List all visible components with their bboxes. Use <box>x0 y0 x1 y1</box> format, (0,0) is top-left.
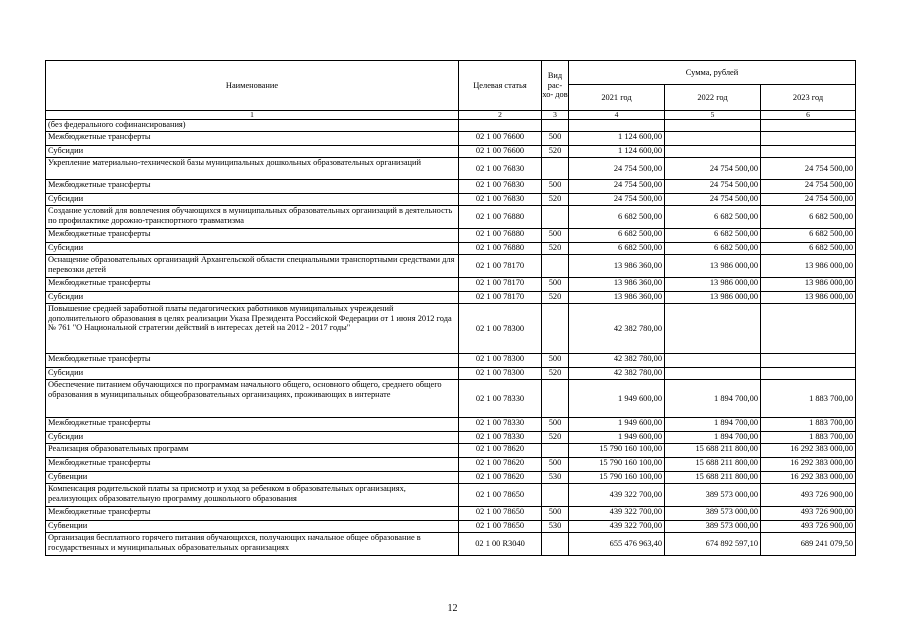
cell-expense-type <box>542 380 569 418</box>
cell-sum-2023: 24 754 500,00 <box>761 180 856 194</box>
cell-sum-2023 <box>761 354 856 368</box>
cell-name: Субвенции <box>46 521 459 533</box>
cell-sum-2021: 1 949 600,00 <box>569 380 665 418</box>
cell-sum-2022: 674 892 597,10 <box>665 533 761 556</box>
cell-sum-2022 <box>665 132 761 146</box>
cell-sum-2023: 16 292 383 000,00 <box>761 458 856 472</box>
cell-sum-2021: 1 124 600,00 <box>569 132 665 146</box>
table-row <box>46 432 856 444</box>
cell-target-article: 02 1 00 76830 <box>459 158 542 180</box>
cell-name: Межбюджетные трансферты <box>46 132 459 146</box>
cell-sum-2023: 493 726 900,00 <box>761 507 856 521</box>
cell-target-article: 02 1 00 78650 <box>459 484 542 507</box>
cell-name: Реализация образовательных программ <box>46 444 459 458</box>
cell-name: Межбюджетные трансферты <box>46 418 459 432</box>
table-row <box>46 120 856 132</box>
cell-sum-2021: 15 790 160 100,00 <box>569 472 665 484</box>
cell-sum-2023: 1 883 700,00 <box>761 418 856 432</box>
cell-sum-2022: 13 986 000,00 <box>665 278 761 292</box>
cell-sum-2022 <box>665 354 761 368</box>
cell-sum-2022: 389 573 000,00 <box>665 521 761 533</box>
cell-name: Субсидии <box>46 146 459 158</box>
page-number: 12 <box>447 603 458 614</box>
cell-sum-2022 <box>665 120 761 132</box>
header-year-2023: 2023 год <box>761 85 856 111</box>
cell-sum-2022 <box>665 304 761 354</box>
cell-name: Межбюджетные трансферты <box>46 458 459 472</box>
cell-target-article: 02 1 00 78170 <box>459 278 542 292</box>
cell-name: Оснащение образовательных организаций Архангельской области специальными транспортными средствами для перевозки детей <box>46 255 459 278</box>
cell-sum-2023: 493 726 900,00 <box>761 521 856 533</box>
header-sum: Сумма, рублей <box>569 61 856 85</box>
table-row <box>46 304 856 354</box>
table-row <box>46 194 856 206</box>
table-row <box>46 158 856 180</box>
cell-expense-type <box>542 158 569 180</box>
cell-sum-2022 <box>665 146 761 158</box>
cell-sum-2023: 6 682 500,00 <box>761 229 856 243</box>
cell-sum-2023: 24 754 500,00 <box>761 158 856 180</box>
cell-sum-2023: 493 726 900,00 <box>761 484 856 507</box>
column-number: 4 <box>569 111 665 120</box>
cell-sum-2022: 389 573 000,00 <box>665 484 761 507</box>
cell-expense-type: 520 <box>542 146 569 158</box>
cell-target-article: 02 1 00 78620 <box>459 472 542 484</box>
cell-sum-2021: 439 322 700,00 <box>569 484 665 507</box>
cell-sum-2023 <box>761 132 856 146</box>
cell-sum-2022: 24 754 500,00 <box>665 158 761 180</box>
cell-sum-2022: 6 682 500,00 <box>665 206 761 229</box>
cell-expense-type: 500 <box>542 278 569 292</box>
cell-sum-2021: 439 322 700,00 <box>569 507 665 521</box>
table-row <box>46 484 856 507</box>
cell-sum-2022: 13 986 000,00 <box>665 292 761 304</box>
cell-name: Межбюджетные трансферты <box>46 229 459 243</box>
cell-expense-type <box>542 304 569 354</box>
table-row <box>46 521 856 533</box>
cell-name: Компенсация родительской платы за присмотр и уход за ребенком в образовательных организациях, реализующих образовательную программу дошкольного образования <box>46 484 459 507</box>
cell-sum-2023 <box>761 304 856 354</box>
cell-name: Межбюджетные трансферты <box>46 180 459 194</box>
cell-expense-type: 520 <box>542 243 569 255</box>
cell-expense-type: 500 <box>542 229 569 243</box>
cell-target-article: 02 1 00 78650 <box>459 521 542 533</box>
cell-sum-2022: 24 754 500,00 <box>665 180 761 194</box>
cell-target-article: 02 1 00 R3040 <box>459 533 542 556</box>
cell-expense-type: 520 <box>542 432 569 444</box>
cell-sum-2023: 6 682 500,00 <box>761 243 856 255</box>
column-number: 1 <box>46 111 459 120</box>
cell-sum-2021 <box>569 120 665 132</box>
table-row <box>46 380 856 418</box>
cell-target-article: 02 1 00 78620 <box>459 444 542 458</box>
cell-sum-2022 <box>665 368 761 380</box>
cell-expense-type <box>542 533 569 556</box>
table-row <box>46 132 856 146</box>
cell-sum-2022: 13 986 000,00 <box>665 255 761 278</box>
table-row <box>46 278 856 292</box>
cell-sum-2021: 1 949 600,00 <box>569 432 665 444</box>
table-row <box>46 418 856 432</box>
column-number: 6 <box>761 111 856 120</box>
cell-name: Субсидии <box>46 194 459 206</box>
cell-sum-2022: 6 682 500,00 <box>665 229 761 243</box>
cell-expense-type <box>542 444 569 458</box>
cell-sum-2021: 13 986 360,00 <box>569 255 665 278</box>
cell-target-article: 02 1 00 76830 <box>459 194 542 206</box>
cell-name: Субсидии <box>46 368 459 380</box>
cell-sum-2021: 42 382 780,00 <box>569 304 665 354</box>
cell-sum-2021: 6 682 500,00 <box>569 206 665 229</box>
cell-expense-type <box>542 255 569 278</box>
cell-target-article: 02 1 00 78330 <box>459 418 542 432</box>
cell-name: Создание условий для вовлечения обучающихся в муниципальных образовательных организаций в деятельность по профилактике дорожно-транспортного травматизма <box>46 206 459 229</box>
cell-expense-type: 530 <box>542 521 569 533</box>
cell-name: (без федерального софинансирования) <box>46 120 459 132</box>
cell-sum-2023: 13 986 000,00 <box>761 278 856 292</box>
cell-sum-2022: 24 754 500,00 <box>665 194 761 206</box>
cell-target-article: 02 1 00 78300 <box>459 304 542 354</box>
cell-sum-2023: 13 986 000,00 <box>761 292 856 304</box>
column-number: 2 <box>459 111 542 120</box>
cell-sum-2021: 6 682 500,00 <box>569 229 665 243</box>
cell-target-article: 02 1 00 76880 <box>459 206 542 229</box>
cell-name: Субсидии <box>46 432 459 444</box>
cell-target-article: 02 1 00 78330 <box>459 380 542 418</box>
cell-sum-2022: 1 894 700,00 <box>665 432 761 444</box>
cell-name: Укрепление материально-технической базы муниципальных дошкольных образовательных организаций <box>46 158 459 180</box>
cell-target-article: 02 1 00 76880 <box>459 243 542 255</box>
cell-expense-type: 530 <box>542 472 569 484</box>
table-row <box>46 472 856 484</box>
cell-sum-2023: 16 292 383 000,00 <box>761 472 856 484</box>
cell-sum-2023: 1 883 700,00 <box>761 380 856 418</box>
cell-sum-2021: 1 124 600,00 <box>569 146 665 158</box>
cell-name: Межбюджетные трансферты <box>46 354 459 368</box>
cell-name: Субсидии <box>46 243 459 255</box>
cell-name: Субвенции <box>46 472 459 484</box>
cell-target-article: 02 1 00 78170 <box>459 292 542 304</box>
table-body <box>46 120 856 556</box>
cell-sum-2021: 15 790 160 100,00 <box>569 444 665 458</box>
cell-expense-type: 500 <box>542 507 569 521</box>
cell-sum-2021: 24 754 500,00 <box>569 194 665 206</box>
cell-expense-type: 520 <box>542 194 569 206</box>
cell-sum-2021: 655 476 963,40 <box>569 533 665 556</box>
cell-expense-type <box>542 484 569 507</box>
cell-sum-2022: 6 682 500,00 <box>665 243 761 255</box>
cell-sum-2022: 389 573 000,00 <box>665 507 761 521</box>
cell-target-article <box>459 120 542 132</box>
cell-target-article: 02 1 00 78300 <box>459 368 542 380</box>
cell-sum-2021: 24 754 500,00 <box>569 158 665 180</box>
table-row <box>46 146 856 158</box>
cell-target-article: 02 1 00 78300 <box>459 354 542 368</box>
cell-sum-2023 <box>761 368 856 380</box>
cell-sum-2023 <box>761 146 856 158</box>
cell-sum-2021: 15 790 160 100,00 <box>569 458 665 472</box>
table-row <box>46 368 856 380</box>
cell-sum-2021: 13 986 360,00 <box>569 278 665 292</box>
table-row <box>46 444 856 458</box>
header-expense-type: Вид рас- хо- дов <box>542 61 569 111</box>
cell-sum-2023: 6 682 500,00 <box>761 206 856 229</box>
cell-target-article: 02 1 00 76880 <box>459 229 542 243</box>
cell-expense-type: 520 <box>542 292 569 304</box>
cell-sum-2023: 689 241 079,50 <box>761 533 856 556</box>
column-number: 5 <box>665 111 761 120</box>
header-name: Наименование <box>46 61 459 111</box>
cell-expense-type: 500 <box>542 132 569 146</box>
cell-sum-2023: 1 883 700,00 <box>761 432 856 444</box>
cell-name: Субсидии <box>46 292 459 304</box>
column-number: 3 <box>542 111 569 120</box>
cell-target-article: 02 1 00 78330 <box>459 432 542 444</box>
budget-table <box>45 60 856 556</box>
table-row <box>46 243 856 255</box>
table-row <box>46 180 856 194</box>
cell-sum-2021: 42 382 780,00 <box>569 368 665 380</box>
cell-expense-type <box>542 120 569 132</box>
cell-name: Обеспечение питанием обучающихся по программам начального общего, основного общего, среднего общего образования в муниципальных общеобразовательных организациях, проживающих в интернате <box>46 380 459 418</box>
cell-sum-2022: 15 688 211 800,00 <box>665 444 761 458</box>
cell-name: Межбюджетные трансферты <box>46 278 459 292</box>
cell-sum-2021: 6 682 500,00 <box>569 243 665 255</box>
table-row <box>46 206 856 229</box>
table-row <box>46 507 856 521</box>
cell-name: Организация бесплатного горячего питания обучающихся, получающих начальное общее образование в государственных и муниципальных образовательных организациях <box>46 533 459 556</box>
cell-sum-2023: 16 292 383 000,00 <box>761 444 856 458</box>
cell-target-article: 02 1 00 78170 <box>459 255 542 278</box>
cell-target-article: 02 1 00 78620 <box>459 458 542 472</box>
table-row <box>46 354 856 368</box>
header-year-2021: 2021 год <box>569 85 665 111</box>
cell-sum-2022: 15 688 211 800,00 <box>665 458 761 472</box>
header-target-article: Целевая статья <box>459 61 542 111</box>
cell-sum-2023: 24 754 500,00 <box>761 194 856 206</box>
cell-expense-type: 500 <box>542 354 569 368</box>
cell-sum-2022: 15 688 211 800,00 <box>665 472 761 484</box>
table-row <box>46 229 856 243</box>
cell-name: Повышение средней заработной платы педагогических работников муниципальных учреждений дополнительного образования в целях реализации Указа Президента Российской Федерации от 1 июня 2012 года № 761 "О Национальной стратегии действий в интересах детей на 2012 - 2017 годы" <box>46 304 459 354</box>
cell-expense-type <box>542 206 569 229</box>
cell-sum-2023 <box>761 120 856 132</box>
table-row <box>46 292 856 304</box>
cell-sum-2022: 1 894 700,00 <box>665 418 761 432</box>
cell-sum-2023: 13 986 000,00 <box>761 255 856 278</box>
cell-expense-type: 500 <box>542 180 569 194</box>
header-year-2022: 2022 год <box>665 85 761 111</box>
cell-expense-type: 500 <box>542 458 569 472</box>
column-number-row <box>46 111 856 120</box>
cell-sum-2021: 13 986 360,00 <box>569 292 665 304</box>
cell-expense-type: 500 <box>542 418 569 432</box>
table-row <box>46 458 856 472</box>
cell-target-article: 02 1 00 78650 <box>459 507 542 521</box>
cell-target-article: 02 1 00 76600 <box>459 132 542 146</box>
cell-sum-2022: 1 894 700,00 <box>665 380 761 418</box>
cell-expense-type: 520 <box>542 368 569 380</box>
table-row <box>46 255 856 278</box>
cell-name: Межбюджетные трансферты <box>46 507 459 521</box>
cell-sum-2021: 439 322 700,00 <box>569 521 665 533</box>
cell-sum-2021: 1 949 600,00 <box>569 418 665 432</box>
cell-target-article: 02 1 00 76830 <box>459 180 542 194</box>
table-row <box>46 533 856 556</box>
cell-target-article: 02 1 00 76600 <box>459 146 542 158</box>
cell-sum-2021: 24 754 500,00 <box>569 180 665 194</box>
cell-sum-2021: 42 382 780,00 <box>569 354 665 368</box>
